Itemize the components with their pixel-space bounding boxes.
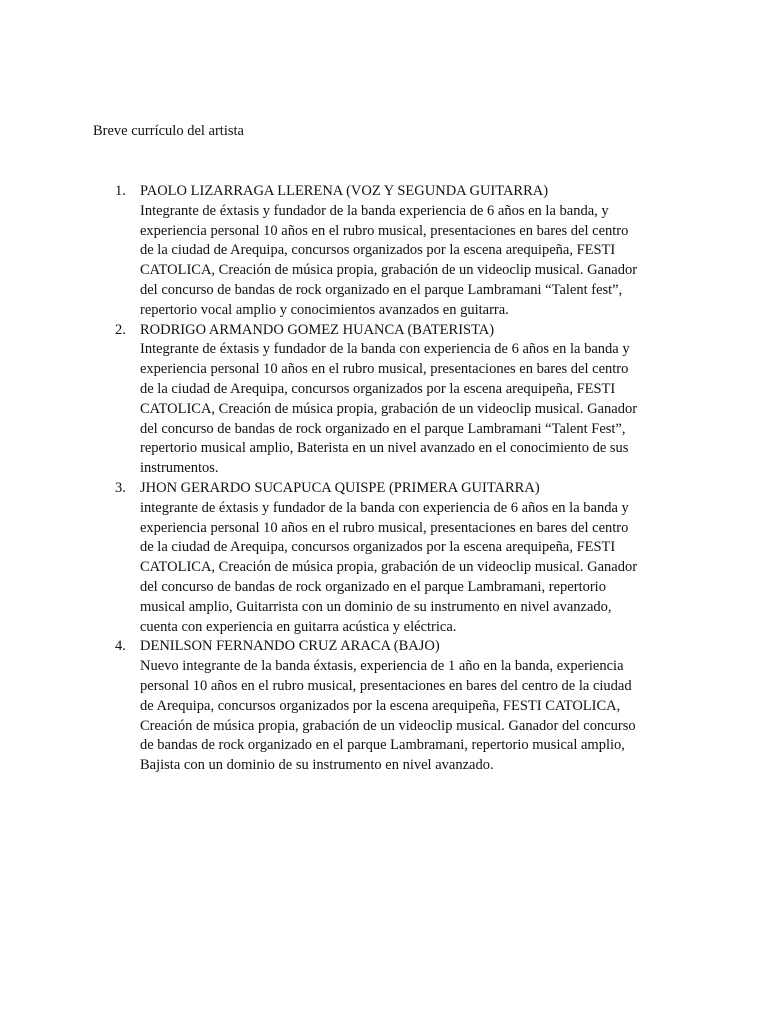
item-number: 2. (115, 321, 126, 338)
item-text-line: CATOLICA, Creación de música propia, grabación de un videoclip musical. Ganador (140, 400, 638, 417)
item-text-line: Integrante de éxtasis y fundador de la banda experiencia de 6 años en la banda, y (140, 202, 609, 219)
artist-name-heading: RODRIGO ARMANDO GOMEZ HUANCA (BATERISTA) (140, 321, 495, 338)
item-number: 4. (115, 638, 126, 655)
item-text-line: repertorio musical amplio, Baterista en un nivel avanzado en el conocimiento de sus (140, 440, 629, 457)
item-text-line: del concurso de bandas de rock organizado en el parque Lambramani, repertorio (140, 578, 606, 595)
artist-name-heading: PAOLO LIZARRAGA LLERENA (VOZ Y SEGUNDA GUITARRA) (140, 183, 549, 199)
item-text-line: CATOLICA, Creación de música propia, grabación de un videoclip musical. Ganador (140, 559, 638, 576)
item-text-line: musical amplio, Guitarrista con un dominio de su instrumento en nivel avanzado, (140, 598, 612, 615)
item-body (140, 182, 680, 321)
item-body (140, 637, 680, 776)
item-text-line: de Arequipa, concursos organizados por la escena arequipeña, FESTI CATOLICA, (140, 697, 621, 714)
item-text-line: Bajista con un dominio de su instrumento en nivel avanzado. (140, 757, 494, 774)
item-text-line: de la ciudad de Arequipa, concursos organizados por la escena arequipeña, FESTI (140, 539, 616, 556)
item-text-line: cuenta con experiencia en guitarra acústica y eléctrica. (140, 618, 457, 635)
item-text-line: personal 10 años en el rubro musical, presentaciones en bares del centro de la ciudad (140, 677, 632, 694)
item-text-line: Integrante de éxtasis y fundador de la banda con experiencia de 6 años en la banda y (140, 341, 630, 358)
item-text-line: de la ciudad de Arequipa, concursos organizados por la escena arequipeña, FESTI (140, 242, 616, 259)
item-body (140, 321, 680, 479)
list-item (0, 321, 768, 479)
list-item (0, 637, 768, 776)
item-number: 1. (115, 183, 126, 199)
item-text-line: del concurso de bandas de rock organizado en el parque Lambramani “Talent fest”, (140, 281, 623, 298)
item-body (140, 479, 680, 637)
item-text-line: instrumentos. (140, 460, 219, 477)
item-text-line: repertorio vocal amplio y conocimientos avanzados en guitarra. (140, 301, 509, 318)
item-text-line: experiencia personal 10 años en el rubro musical, presentaciones en bares del centro (140, 519, 629, 536)
item-text-line: de la ciudad de Arequipa, concursos organizados por la escena arequipeña, FESTI (140, 380, 616, 397)
item-text-line: Creación de música propia, grabación de un videoclip musical. Ganador del concurso (140, 717, 636, 734)
item-text-line: integrante de éxtasis y fundador de la banda con experiencia de 6 años en la banda y (140, 499, 629, 516)
item-text-line: del concurso de bandas de rock organizado en el parque Lambramani “Talent Fest”, (140, 420, 626, 437)
artist-list (0, 182, 768, 776)
artist-name-heading: DENILSON FERNANDO CRUZ ARACA (BAJO) (140, 638, 440, 655)
item-text-line: experiencia personal 10 años en el rubro musical, presentaciones en bares del centro (140, 361, 629, 378)
document-title: Breve currículo del artista (93, 123, 244, 139)
artist-name-heading: JHON GERARDO SUCAPUCA QUISPE (PRIMERA GUITARRA) (140, 479, 540, 496)
item-text-line: CATOLICA, Creación de música propia, grabación de un videoclip musical. Ganador (140, 262, 638, 279)
list-item (0, 479, 768, 637)
item-text-line: experiencia personal 10 años en el rubro musical, presentaciones en bares del centro (140, 222, 629, 239)
item-text-line: Nuevo integrante de la banda éxtasis, experiencia de 1 año en la banda, experiencia (140, 658, 624, 675)
item-text-line: de bandas de rock organizado en el parque Lambramani, repertorio musical amplio, (140, 737, 625, 754)
list-item (0, 182, 768, 321)
item-number: 3. (115, 479, 126, 496)
